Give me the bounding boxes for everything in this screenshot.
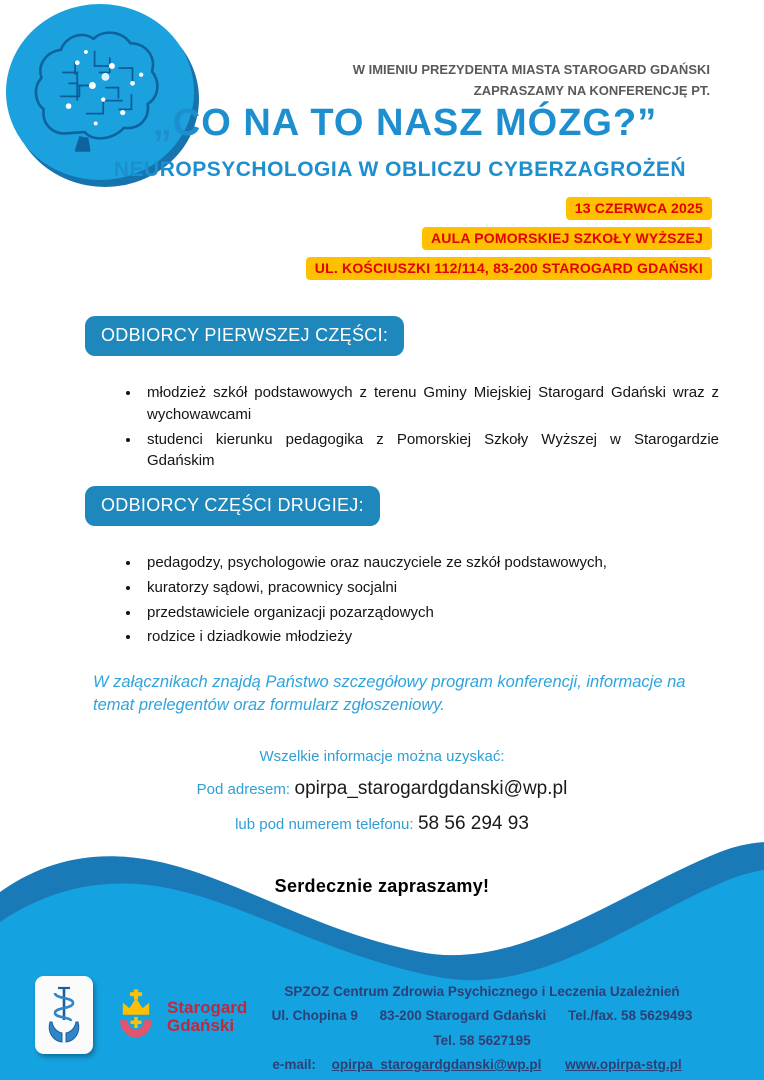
list-item: • rodzice i dziadkowie młodzieży xyxy=(141,626,719,648)
footer-address-line xyxy=(232,1004,732,1053)
contact-phone: 58 56 294 93 xyxy=(417,813,529,834)
contact-intro: Wszelkie informacje można uzyskać: xyxy=(259,748,505,765)
brain-logo-blob xyxy=(6,4,194,180)
starogard-crest-icon xyxy=(114,988,158,1046)
event-venue: AULA POMORSKIEJ SZKOŁY WYŻSZEJ xyxy=(422,227,712,250)
footer-links-line xyxy=(232,1053,732,1077)
footer-email-link[interactable]: opirpa_starogardgdanski@wp.pl xyxy=(331,1056,542,1072)
spzoz-logo xyxy=(35,976,93,1054)
footer-street: Ul. Chopina 9 xyxy=(271,1008,358,1024)
header-invitation-text xyxy=(353,60,710,102)
section-heading-part-one: ODBIORCY PIERWSZEJ CZĘŚCI: xyxy=(85,316,404,356)
attachments-note: W załącznikach znajdą Państwo szczegółowy program konferencji, informacje na temat prelegentów oraz formularz zgłoszeniowy. xyxy=(93,673,686,715)
footer-website-link[interactable]: www.opirpa-stg.pl xyxy=(565,1056,682,1072)
header-line-1: W IMIENIU PREZYDENTA MIASTA STAROGARD GDAŃSKI xyxy=(352,62,710,77)
footer-city: 83-200 Starogard Gdański xyxy=(379,1008,547,1024)
event-date: 13 CZERWCA 2025 xyxy=(566,197,712,220)
contact-email-label: Pod adresem: xyxy=(196,781,291,798)
section-heading-part-two: ODBIORCY CZĘŚCI DRUGIEJ: xyxy=(85,486,380,526)
conference-title: „CO NA TO NASZ MÓZG?” xyxy=(152,102,658,144)
city-logo-line-1: Starogard xyxy=(167,998,248,1018)
footer-telfax: Tel./fax. 58 5629493 xyxy=(568,1008,693,1024)
audience-list-part-one xyxy=(119,382,719,475)
footer-email-label: e-mail: xyxy=(272,1056,316,1072)
contact-phone-label: lub pod numerem telefonu: xyxy=(235,816,414,833)
event-address: UL. KOŚCIUSZKI 112/114, 83-200 STAROGARD GDAŃSKI xyxy=(306,257,712,280)
footer-organization: SPZOZ Centrum Zdrowia Psychicznego i Leczenia Uzależnień xyxy=(284,984,680,999)
list-item: • pedagodzy, psychologowie oraz nauczyciele ze szkół podstawowych, xyxy=(141,552,719,574)
starogard-city-logo xyxy=(114,988,247,1046)
list-item: • studenci kierunku pedagogika z Pomorskiej Szkoły Wyższej w Starogardzie Gdańskim xyxy=(141,429,719,473)
audience-list-part-two xyxy=(119,552,719,651)
footer-tel: Tel. 58 5627195 xyxy=(433,1032,531,1048)
footer-contact-info xyxy=(232,980,732,1077)
header-line-2: ZAPRASZAMY NA KONFERENCJĘ PT. xyxy=(473,82,710,98)
city-logo-line-2: Gdański xyxy=(167,1016,235,1035)
list-item: • przedstawiciele organizacji pozarządowych xyxy=(141,602,719,624)
caduceus-hands-icon xyxy=(42,984,86,1046)
event-info xyxy=(306,197,712,287)
closing-invitation: Serdecznie zapraszamy! xyxy=(274,876,490,896)
list-item: • młodzież szkół podstawowych z terenu Gminy Miejskiej Starogard Gdański wraz z wychowawcami xyxy=(141,382,719,426)
conference-subtitle: NEUROPSYCHOLOGIA W OBLICZU CYBERZAGROŻEŃ xyxy=(113,158,687,181)
list-item: • kuratorzy sądowi, pracownicy socjalni xyxy=(141,577,719,599)
contact-email: opirpa_starogardgdanski@wp.pl xyxy=(294,778,568,799)
